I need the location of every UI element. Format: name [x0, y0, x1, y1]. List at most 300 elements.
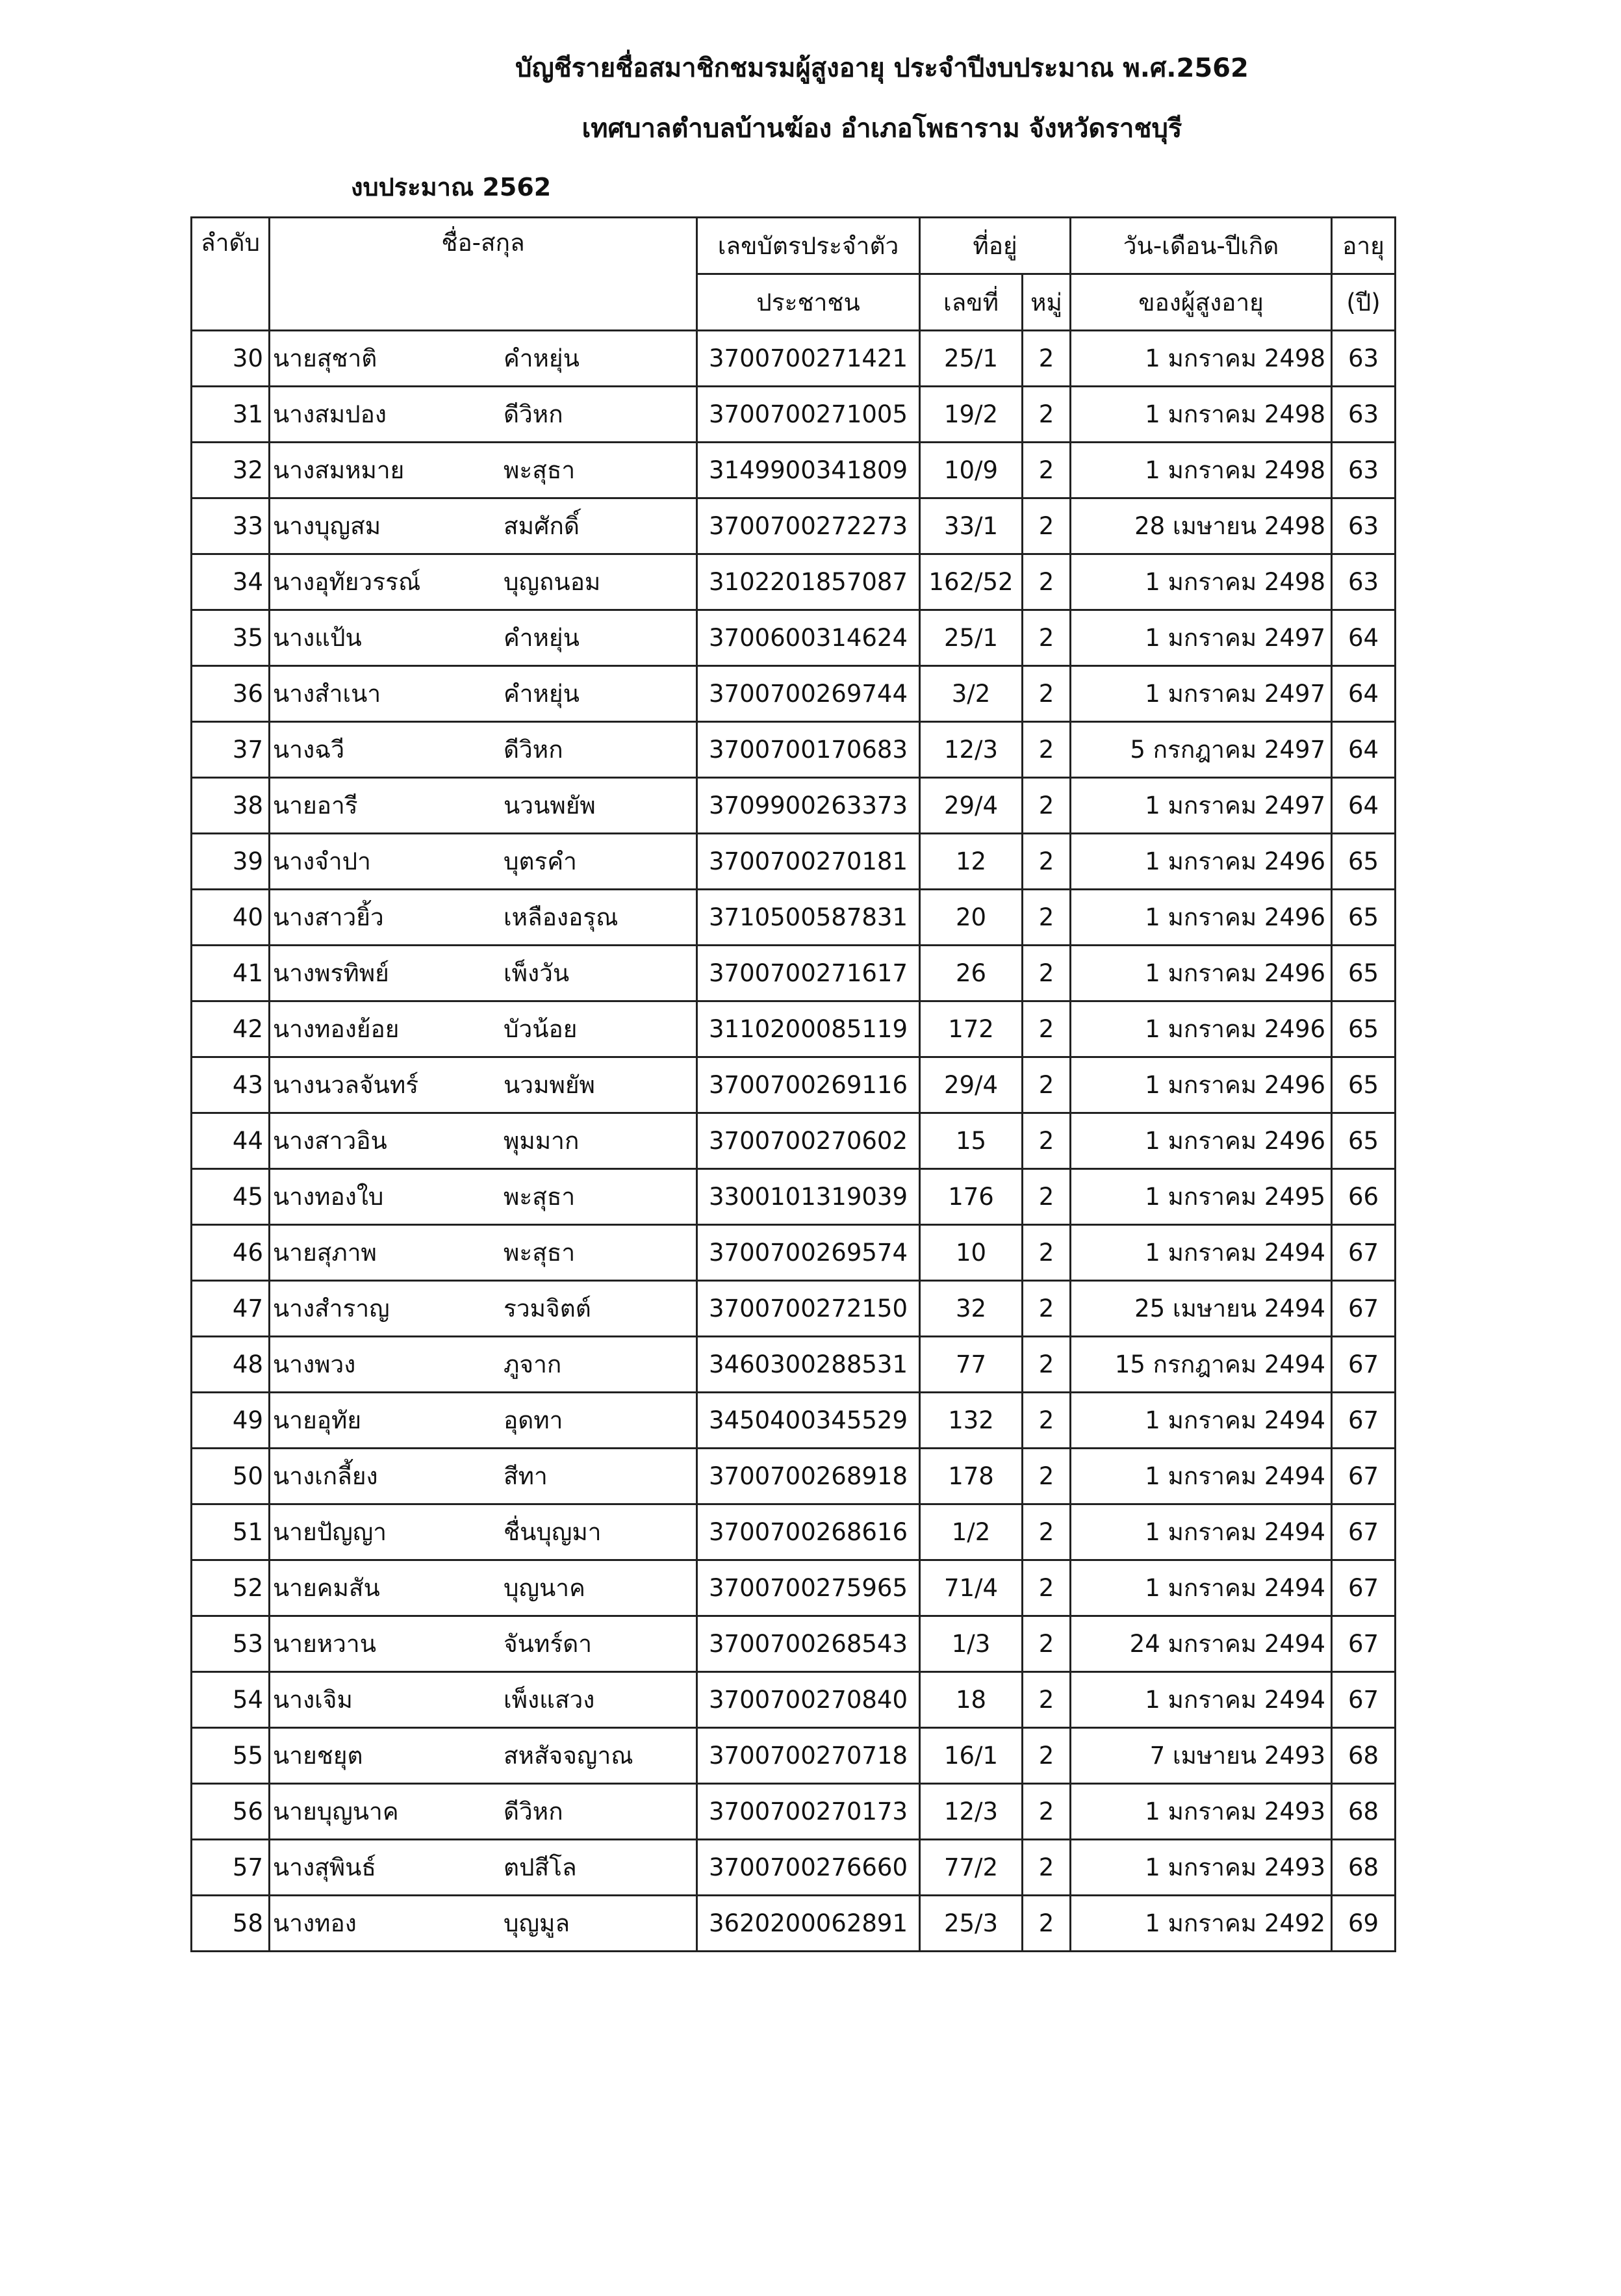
row-first-name: นางพรทิพย์: [273, 959, 389, 987]
row-first-name: นางทองย้อย: [273, 1015, 400, 1043]
row-citizen-id: 3700700268543: [697, 1616, 920, 1672]
row-order: 57: [192, 1840, 270, 1896]
row-moo: 2: [1023, 946, 1071, 1001]
row-last-name: ชื่นบุญมา: [504, 1518, 602, 1546]
row-house-no: 25/1: [920, 610, 1023, 666]
row-last-name: ตปสีโล: [504, 1853, 577, 1881]
row-moo: 2: [1023, 1281, 1071, 1337]
row-moo: 2: [1023, 331, 1071, 387]
row-citizen-id: 3700700269744: [697, 666, 920, 722]
row-last-name: พะสุธา: [504, 456, 576, 484]
row-last-name: เพ็งแสวง: [504, 1686, 595, 1714]
row-last-name: ดีวิหก: [504, 400, 563, 428]
row-birth-date: 1 มกราคม 2494: [1071, 1449, 1332, 1504]
row-house-no: 26: [920, 946, 1023, 1001]
header-address: ที่อยู่: [920, 218, 1071, 274]
row-moo: 2: [1023, 722, 1071, 778]
table-row: [192, 1057, 1396, 1113]
row-first-name: นายสุภาพ: [273, 1239, 377, 1267]
row-moo: 2: [1023, 1728, 1071, 1784]
row-citizen-id: 3700700268616: [697, 1504, 920, 1560]
row-name: [270, 666, 697, 722]
table-row: [192, 1169, 1396, 1225]
row-moo: 2: [1023, 1393, 1071, 1449]
row-order: 51: [192, 1504, 270, 1560]
row-first-name: นายหวาน: [273, 1630, 376, 1658]
members-table: [190, 216, 1396, 1952]
row-citizen-id: 3700700270718: [697, 1728, 920, 1784]
row-name: [270, 443, 697, 498]
row-last-name: สหสัจจญาณ: [504, 1742, 633, 1770]
row-name: [270, 1616, 697, 1672]
row-moo: 2: [1023, 1337, 1071, 1393]
row-house-no: 132: [920, 1393, 1023, 1449]
row-birth-date: 1 มกราคม 2494: [1071, 1672, 1332, 1728]
row-last-name: สีทา: [504, 1462, 548, 1490]
row-birth-date: 1 มกราคม 2495: [1071, 1169, 1332, 1225]
row-last-name: คำหยุ่น: [504, 344, 580, 372]
table-header: [192, 218, 1396, 331]
row-citizen-id: 3450400345529: [697, 1393, 920, 1449]
row-birth-date: 1 มกราคม 2496: [1071, 1001, 1332, 1057]
row-name: [270, 1001, 697, 1057]
row-house-no: 25/3: [920, 1896, 1023, 1952]
row-house-no: 33/1: [920, 498, 1023, 554]
budget-label: งบประมาณ 2562: [351, 173, 552, 201]
row-first-name: นางสุพินธ์: [273, 1853, 376, 1881]
row-order: 52: [192, 1560, 270, 1616]
row-citizen-id: 3149900341809: [697, 443, 920, 498]
table-row: [192, 834, 1396, 890]
row-age: 69: [1332, 1896, 1396, 1952]
row-last-name: พะสุธา: [504, 1183, 576, 1211]
row-age: 63: [1332, 387, 1396, 443]
row-house-no: 20: [920, 890, 1023, 946]
row-age: 67: [1332, 1393, 1396, 1449]
row-citizen-id: 3700600314624: [697, 610, 920, 666]
row-order: 54: [192, 1672, 270, 1728]
table-row: [192, 387, 1396, 443]
row-last-name: เหลืองอรุณ: [504, 903, 619, 931]
row-moo: 2: [1023, 387, 1071, 443]
row-name: [270, 834, 697, 890]
row-moo: 2: [1023, 890, 1071, 946]
row-birth-date: 1 มกราคม 2494: [1071, 1393, 1332, 1449]
row-citizen-id: 3700700270181: [697, 834, 920, 890]
row-age: 65: [1332, 834, 1396, 890]
row-name: [270, 946, 697, 1001]
row-order: 37: [192, 722, 270, 778]
row-order: 50: [192, 1449, 270, 1504]
row-citizen-id: 3709900263373: [697, 778, 920, 834]
row-age: 65: [1332, 1057, 1396, 1113]
row-age: 64: [1332, 722, 1396, 778]
table-row: [192, 1281, 1396, 1337]
header-moo: หมู่: [1023, 274, 1071, 331]
row-citizen-id: 3700700270602: [697, 1113, 920, 1169]
row-order: 49: [192, 1393, 270, 1449]
row-age: 67: [1332, 1337, 1396, 1393]
row-name: [270, 1393, 697, 1449]
row-citizen-id: 3700700271005: [697, 387, 920, 443]
row-last-name: รวมจิตต์: [504, 1295, 591, 1322]
row-age: 68: [1332, 1784, 1396, 1840]
row-first-name: นายปัญญา: [273, 1518, 387, 1546]
row-age: 64: [1332, 666, 1396, 722]
table-row: [192, 1225, 1396, 1281]
row-first-name: นายบุญนาค: [273, 1798, 399, 1825]
table-row: [192, 890, 1396, 946]
row-age: 67: [1332, 1225, 1396, 1281]
document-subtitle: เทศบาลตำบลบ้านฆ้อง อำเภอโพธาราม จังหวัดราชบุรี: [581, 114, 1182, 144]
row-age: 65: [1332, 1001, 1396, 1057]
row-order: 44: [192, 1113, 270, 1169]
row-first-name: นายอารี: [273, 792, 358, 819]
table-body: [192, 331, 1396, 1952]
row-name: [270, 1449, 697, 1504]
row-moo: 2: [1023, 1896, 1071, 1952]
row-citizen-id: 3700700270173: [697, 1784, 920, 1840]
row-birth-date: 1 มกราคม 2496: [1071, 890, 1332, 946]
row-name: [270, 1840, 697, 1896]
row-moo: 2: [1023, 1449, 1071, 1504]
row-moo: 2: [1023, 1672, 1071, 1728]
row-citizen-id: 3300101319039: [697, 1169, 920, 1225]
row-name: [270, 1560, 697, 1616]
row-first-name: นางพวง: [273, 1350, 356, 1378]
row-last-name: คำหยุ่น: [504, 680, 580, 708]
row-first-name: นางบุญสม: [273, 512, 381, 540]
row-order: 33: [192, 498, 270, 554]
row-order: 46: [192, 1225, 270, 1281]
row-order: 42: [192, 1001, 270, 1057]
row-first-name: นางทองใบ: [273, 1183, 384, 1211]
row-birth-date: 24 มกราคม 2494: [1071, 1616, 1332, 1672]
header-dob-line2: ของผู้สูงอายุ: [1071, 274, 1332, 331]
row-birth-date: 1 มกราคม 2496: [1071, 946, 1332, 1001]
row-citizen-id: 3700700269116: [697, 1057, 920, 1113]
row-moo: 2: [1023, 666, 1071, 722]
table-row: [192, 1337, 1396, 1393]
table-row: [192, 1504, 1396, 1560]
row-citizen-id: 3700700276660: [697, 1840, 920, 1896]
row-order: 45: [192, 1169, 270, 1225]
table-row: [192, 1449, 1396, 1504]
row-first-name: นางแป้น: [273, 624, 362, 652]
row-birth-date: 28 เมษายน 2498: [1071, 498, 1332, 554]
row-name: [270, 498, 697, 554]
row-first-name: นางเกลี้ยง: [273, 1462, 378, 1490]
row-house-no: 29/4: [920, 1057, 1023, 1113]
row-citizen-id: 3102201857087: [697, 554, 920, 610]
row-last-name: ดีวิหก: [504, 736, 563, 764]
row-order: 35: [192, 610, 270, 666]
row-name: [270, 331, 697, 387]
row-birth-date: 1 มกราคม 2494: [1071, 1225, 1332, 1281]
row-order: 41: [192, 946, 270, 1001]
row-name: [270, 1784, 697, 1840]
row-last-name: นวนพยัพ: [504, 792, 596, 819]
row-birth-date: 1 มกราคม 2493: [1071, 1784, 1332, 1840]
row-moo: 2: [1023, 443, 1071, 498]
row-age: 68: [1332, 1840, 1396, 1896]
header-id-line1: เลขบัตรประจำตัว: [697, 218, 920, 274]
row-last-name: พุมมาก: [504, 1127, 580, 1155]
row-moo: 2: [1023, 1616, 1071, 1672]
row-house-no: 12: [920, 834, 1023, 890]
row-birth-date: 1 มกราคม 2494: [1071, 1560, 1332, 1616]
row-first-name: นางสำราญ: [273, 1295, 390, 1322]
row-last-name: ภูจาก: [504, 1350, 562, 1378]
row-birth-date: 1 มกราคม 2498: [1071, 331, 1332, 387]
row-birth-date: 15 กรกฎาคม 2494: [1071, 1337, 1332, 1393]
row-house-no: 12/3: [920, 722, 1023, 778]
row-order: 36: [192, 666, 270, 722]
row-house-no: 176: [920, 1169, 1023, 1225]
row-birth-date: 1 มกราคม 2498: [1071, 554, 1332, 610]
row-citizen-id: 3700700275965: [697, 1560, 920, 1616]
row-age: 68: [1332, 1728, 1396, 1784]
row-citizen-id: 3700700269574: [697, 1225, 920, 1281]
row-name: [270, 1728, 697, 1784]
row-age: 67: [1332, 1616, 1396, 1672]
row-first-name: นางจำปา: [273, 847, 371, 875]
row-moo: 2: [1023, 1225, 1071, 1281]
row-order: 43: [192, 1057, 270, 1113]
row-last-name: เพ็งวัน: [504, 959, 570, 987]
table-row: [192, 778, 1396, 834]
row-moo: 2: [1023, 554, 1071, 610]
row-age: 64: [1332, 778, 1396, 834]
row-last-name: พะสุธา: [504, 1239, 576, 1267]
row-age: 64: [1332, 610, 1396, 666]
row-house-no: 172: [920, 1001, 1023, 1057]
row-name: [270, 1281, 697, 1337]
row-age: 63: [1332, 498, 1396, 554]
row-first-name: นายคมสัน: [273, 1574, 380, 1602]
row-first-name: นายชยุต: [273, 1742, 363, 1770]
row-birth-date: 7 เมษายน 2493: [1071, 1728, 1332, 1784]
row-last-name: นวมพยัพ: [504, 1071, 595, 1099]
row-citizen-id: 3700700271421: [697, 331, 920, 387]
row-last-name: บุญถนอม: [504, 568, 601, 596]
row-age: 67: [1332, 1281, 1396, 1337]
row-house-no: 77: [920, 1337, 1023, 1393]
row-first-name: นางนวลจันทร์: [273, 1071, 419, 1099]
row-name: [270, 610, 697, 666]
row-house-no: 1/3: [920, 1616, 1023, 1672]
row-name: [270, 387, 697, 443]
row-age: 65: [1332, 1113, 1396, 1169]
row-order: 30: [192, 331, 270, 387]
header-id-line2: ประชาชน: [697, 274, 920, 331]
table-row: [192, 331, 1396, 387]
row-house-no: 15: [920, 1113, 1023, 1169]
row-birth-date: 25 เมษายน 2494: [1071, 1281, 1332, 1337]
row-moo: 2: [1023, 1113, 1071, 1169]
row-order: 32: [192, 443, 270, 498]
row-citizen-id: 3460300288531: [697, 1337, 920, 1393]
row-moo: 2: [1023, 1560, 1071, 1616]
row-moo: 2: [1023, 778, 1071, 834]
row-first-name: นายสุชาติ: [273, 344, 377, 372]
row-last-name: สมศักดิ์: [504, 512, 580, 540]
row-first-name: นางเจิม: [273, 1686, 353, 1714]
row-moo: 2: [1023, 1057, 1071, 1113]
row-birth-date: 1 มกราคม 2498: [1071, 443, 1332, 498]
table-row: [192, 722, 1396, 778]
row-house-no: 32: [920, 1281, 1023, 1337]
header-house-no: เลขที่: [920, 274, 1023, 331]
row-first-name: นางสาวยิ้ว: [273, 903, 384, 931]
header-age-line1: อายุ: [1332, 218, 1396, 274]
row-house-no: 3/2: [920, 666, 1023, 722]
row-house-no: 77/2: [920, 1840, 1023, 1896]
row-last-name: บุญมูล: [504, 1909, 570, 1937]
row-house-no: 29/4: [920, 778, 1023, 834]
row-name: [270, 890, 697, 946]
row-citizen-id: 3700700268918: [697, 1449, 920, 1504]
row-order: 48: [192, 1337, 270, 1393]
row-birth-date: 1 มกราคม 2497: [1071, 610, 1332, 666]
header-name: ชื่อ-สกุล: [270, 218, 697, 331]
row-birth-date: 1 มกราคม 2492: [1071, 1896, 1332, 1952]
row-age: 63: [1332, 554, 1396, 610]
row-name: [270, 1672, 697, 1728]
row-moo: 2: [1023, 1001, 1071, 1057]
document-title: บัญชีรายชื่อสมาชิกชมรมผู้สูงอายุ ประจำปีงบประมาณ พ.ศ.2562: [515, 53, 1249, 83]
row-birth-date: 1 มกราคม 2497: [1071, 666, 1332, 722]
row-house-no: 12/3: [920, 1784, 1023, 1840]
row-name: [270, 778, 697, 834]
row-age: 67: [1332, 1560, 1396, 1616]
table-row: [192, 1001, 1396, 1057]
row-age: 65: [1332, 946, 1396, 1001]
row-name: [270, 1113, 697, 1169]
row-first-name: นางฉวี: [273, 736, 345, 764]
header-dob-line1: วัน-เดือน-ปีเกิด: [1071, 218, 1332, 274]
row-moo: 2: [1023, 610, 1071, 666]
header-age-line2: (ปี): [1332, 274, 1396, 331]
row-birth-date: 1 มกราคม 2497: [1071, 778, 1332, 834]
table-row: [192, 1672, 1396, 1728]
row-citizen-id: 3710500587831: [697, 890, 920, 946]
row-name: [270, 1337, 697, 1393]
row-house-no: 71/4: [920, 1560, 1023, 1616]
row-first-name: นางอุทัยวรรณ์: [273, 568, 421, 596]
row-house-no: 162/52: [920, 554, 1023, 610]
row-name: [270, 1169, 697, 1225]
row-order: 31: [192, 387, 270, 443]
row-birth-date: 1 มกราคม 2496: [1071, 1057, 1332, 1113]
header-order: ลำดับ: [192, 218, 270, 331]
row-first-name: นางสมปอง: [273, 400, 387, 428]
row-last-name: จันทร์ดา: [504, 1630, 593, 1658]
row-house-no: 19/2: [920, 387, 1023, 443]
row-citizen-id: 3620200062891: [697, 1896, 920, 1952]
row-moo: 2: [1023, 834, 1071, 890]
table-row: [192, 946, 1396, 1001]
row-birth-date: 5 กรกฎาคม 2497: [1071, 722, 1332, 778]
table-row: [192, 554, 1396, 610]
row-order: 34: [192, 554, 270, 610]
row-house-no: 25/1: [920, 331, 1023, 387]
row-last-name: บุตรคำ: [504, 847, 577, 875]
table-row: [192, 666, 1396, 722]
row-moo: 2: [1023, 1504, 1071, 1560]
row-citizen-id: 3700700272150: [697, 1281, 920, 1337]
row-age: 63: [1332, 443, 1396, 498]
table-row: [192, 1393, 1396, 1449]
table-row: [192, 1784, 1396, 1840]
row-name: [270, 1057, 697, 1113]
table-row: [192, 1616, 1396, 1672]
row-moo: 2: [1023, 498, 1071, 554]
row-house-no: 178: [920, 1449, 1023, 1504]
row-last-name: บุญนาค: [504, 1574, 585, 1602]
row-citizen-id: 3700700271617: [697, 946, 920, 1001]
row-house-no: 18: [920, 1672, 1023, 1728]
row-birth-date: 1 มกราคม 2496: [1071, 1113, 1332, 1169]
row-first-name: นายอุทัย: [273, 1406, 362, 1434]
row-house-no: 16/1: [920, 1728, 1023, 1784]
row-age: 67: [1332, 1504, 1396, 1560]
row-moo: 2: [1023, 1840, 1071, 1896]
row-first-name: นางสำเนา: [273, 680, 381, 708]
row-order: 38: [192, 778, 270, 834]
row-citizen-id: 3700700272273: [697, 498, 920, 554]
row-name: [270, 1896, 697, 1952]
row-house-no: 1/2: [920, 1504, 1023, 1560]
row-age: 67: [1332, 1449, 1396, 1504]
table-row: [192, 1840, 1396, 1896]
row-first-name: นางสมหมาย: [273, 456, 405, 484]
table-row: [192, 610, 1396, 666]
row-name: [270, 1225, 697, 1281]
row-order: 55: [192, 1728, 270, 1784]
row-name: [270, 1504, 697, 1560]
table-row: [192, 1728, 1396, 1784]
row-birth-date: 1 มกราคม 2498: [1071, 387, 1332, 443]
table-row: [192, 1896, 1396, 1952]
row-age: 63: [1332, 331, 1396, 387]
row-order: 39: [192, 834, 270, 890]
row-order: 53: [192, 1616, 270, 1672]
table-row: [192, 498, 1396, 554]
row-last-name: ดีวิหก: [504, 1798, 563, 1825]
row-order: 47: [192, 1281, 270, 1337]
row-first-name: นางทอง: [273, 1909, 357, 1937]
row-citizen-id: 3700700270840: [697, 1672, 920, 1728]
row-order: 56: [192, 1784, 270, 1840]
row-citizen-id: 3700700170683: [697, 722, 920, 778]
row-moo: 2: [1023, 1784, 1071, 1840]
table-row: [192, 443, 1396, 498]
row-order: 40: [192, 890, 270, 946]
row-birth-date: 1 มกราคม 2493: [1071, 1840, 1332, 1896]
row-age: 65: [1332, 890, 1396, 946]
row-last-name: อุดทา: [504, 1406, 563, 1434]
row-last-name: คำหยุ่น: [504, 624, 580, 652]
row-order: 58: [192, 1896, 270, 1952]
row-birth-date: 1 มกราคม 2494: [1071, 1504, 1332, 1560]
row-age: 67: [1332, 1672, 1396, 1728]
row-moo: 2: [1023, 1169, 1071, 1225]
row-house-no: 10/9: [920, 443, 1023, 498]
row-age: 66: [1332, 1169, 1396, 1225]
row-citizen-id: 3110200085119: [697, 1001, 920, 1057]
row-last-name: บัวน้อย: [504, 1015, 578, 1043]
